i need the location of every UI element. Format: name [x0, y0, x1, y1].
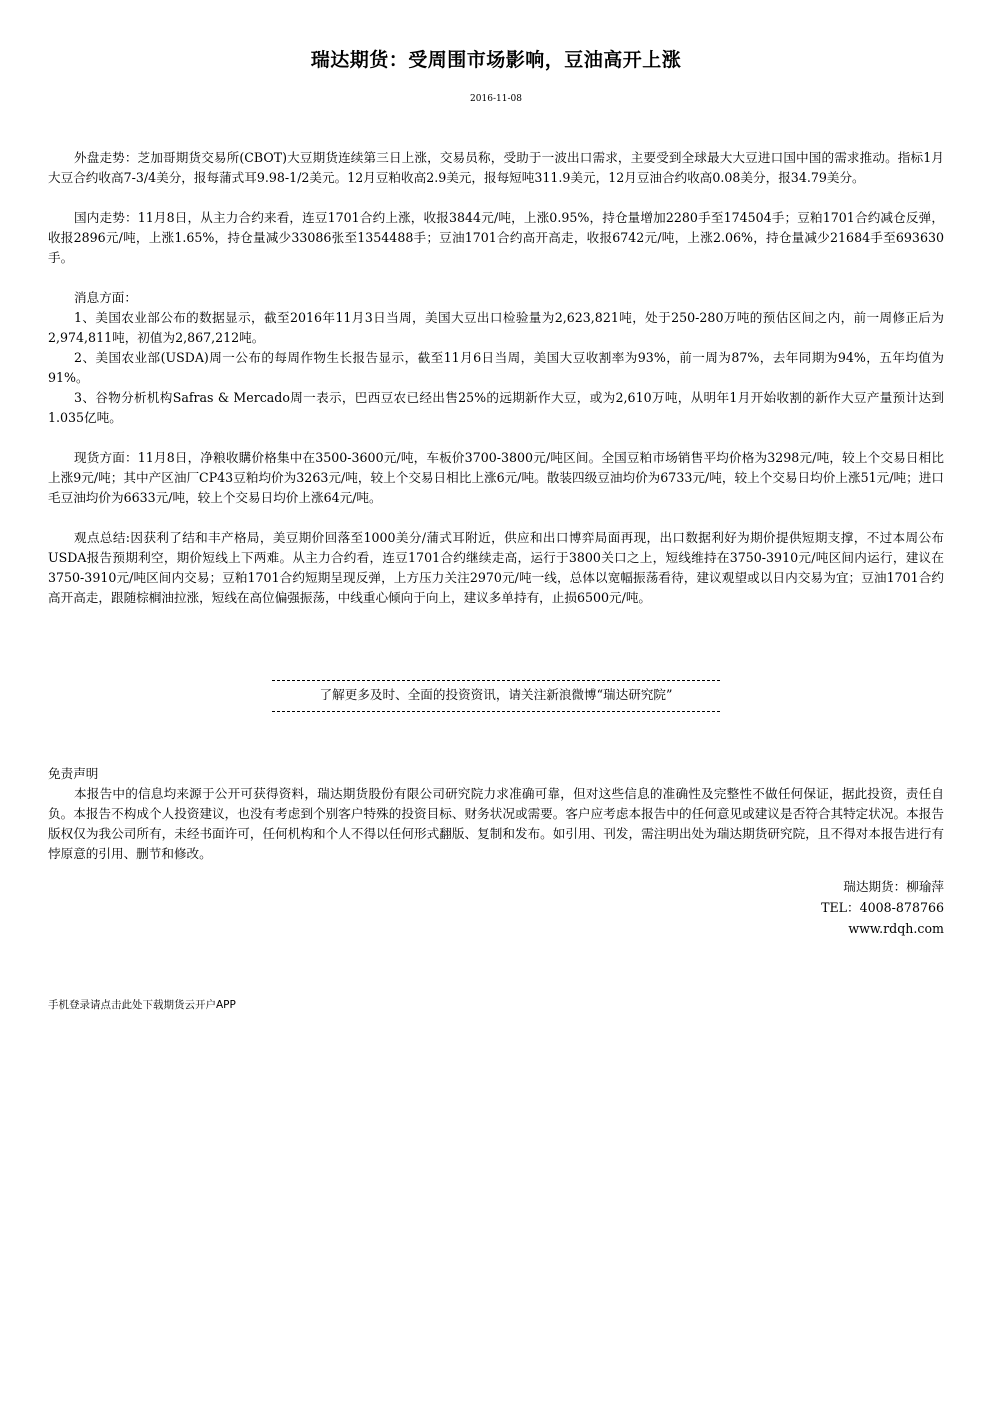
divider-bottom — [272, 711, 720, 712]
paragraph-news-3: 3、谷物分析机构Safras & Mercado周一表示，巴西豆农已经出售25%的远期新作大豆，或为2,610万吨，从明年1月开始收割的新作大豆产量预计达到1.035亿吨。 — [48, 390, 944, 425]
page-title: 瑞达期货：受周围市场影响，豆油高开上涨 — [310, 49, 682, 71]
disclaimer-text: 本报告中的信息均来源于公开可获得资料，瑞达期货股份有限公司研究院力求准确可靠，但对这些信息的准确性及完整性不做任何保证，据此投资，责任自负。本报告不构成个人投资建议，也没有考虑到个别客户特殊的投资目标、财务状况或需要。客户应考虑本报告中的任何意见或建议是否符合其特定状况。本报告版权仅为我公司所有，未经书面许可，任何机构和个人不得以任何形式翻版、复制和发布。如引用、刊发，需注明出处为瑞达期货研究院，且不得对本报告进行有悖原意的引用、删节和修改。 — [48, 786, 944, 861]
paragraph-news-2: 2、美国农业部(USDA)周一公布的每周作物生长报告显示，截至11月6日当周，美国大豆收割率为93%，前一周为87%，去年同期为94%，五年均值为91%。 — [48, 350, 944, 385]
paragraph-spot-market: 现货方面：11月8日，净粮收購价格集中在3500-3600元/吨，车板价3700-3800元/吨区间。全国豆粕市场销售平均价格为3298元/吨，较上个交易日相比上涨9元/吨；其中产区油厂CP43豆粕均价为3263元/吨，较上个交易日相比上涨6元/吨。散装四级豆油均价为6733元/吨，较上个交易日均价上涨51元/吨；进口毛豆油均价为6633元/吨，较上个交易日均价上涨64元/吨。 — [48, 450, 944, 505]
paragraph-news-heading: 消息方面： — [74, 290, 137, 305]
signature-block — [821, 876, 944, 939]
app-download-link[interactable]: 手机登录请点击此处下载期货云开户APP — [48, 999, 236, 1011]
website-link[interactable]: www.rdqh.com — [848, 921, 944, 936]
publish-date: 2016-11-08 — [470, 94, 522, 104]
tel-line: TEL：4008-878766 — [821, 900, 944, 915]
paragraph-summary: 观点总结:因获利了结和丰产格局，美豆期价回落至1000美分/蒲式耳附近，供应和出口博弈局面再现，出口数据利好为期价提供短期支撑，不过本周公布USDA报告预期利空，期价短线上下两难。从主力合约看，连豆1701合约继续走高，运行于3800关口之上，短线维持在3750-3910元/吨区间内运行，建议在3750-3910元/吨区间内交易；豆粕1701合约短期呈现反弹，上方压力关注2970元/吨一线，总体以宽幅振荡看待，建议观望或以日内交易为宜；豆油1701合约高开高走，跟随棕榈油拉涨，短线在高位偏强振荡，中线重心倾向于向上，建议多单持有，止损6500元/吨。 — [48, 530, 944, 605]
paragraph-news-1: 1、美国农业部公布的数据显示，截至2016年11月3日当周，美国大豆出口检验量为2,623,821吨，处于250-280万吨的预估区间之内，前一周修正后为2,974,811吨，初值为2,867,212吨。 — [48, 310, 944, 345]
disclaimer-section — [48, 764, 944, 864]
weibo-notice-box — [48, 668, 944, 712]
paragraph-domestic-market: 国内走势：11月8日，从主力合约来看，连豆1701合约上涨，收报3844元/吨，上涨0.95%，持仓量增加2280手至174504手；豆粕1701合约减仓反弹，收报2896元/吨，上涨1.65%，持仓量减少33086张至1354488手；豆油1701合约高开高走，收报6742元/吨，上涨2.06%，持仓量减少21684手至693630手。 — [48, 210, 944, 265]
author-line: 瑞达期货：柳瑜萍 — [843, 879, 944, 894]
divider-top — [272, 680, 720, 681]
report-body — [48, 148, 944, 608]
weibo-notice-text: 了解更多及时、全面的投资资讯，请关注新浪微博“瑞达研究院” — [319, 687, 673, 702]
paragraph-foreign-market: 外盘走势：芝加哥期货交易所(CBOT)大豆期货连续第三日上涨，交易员称，受助于一波出口需求，主要受到全球最大大豆进口国中国的需求推动。指标1月大豆合约收高7-3/4美分，报每蒲式耳9.98-1/2美元。12月豆粕收高2.9美元，报每短吨311.9美元，12月豆油合约收高0.08美分，报34.79美分。 — [48, 150, 944, 185]
disclaimer-heading: 免责声明 — [48, 766, 99, 781]
